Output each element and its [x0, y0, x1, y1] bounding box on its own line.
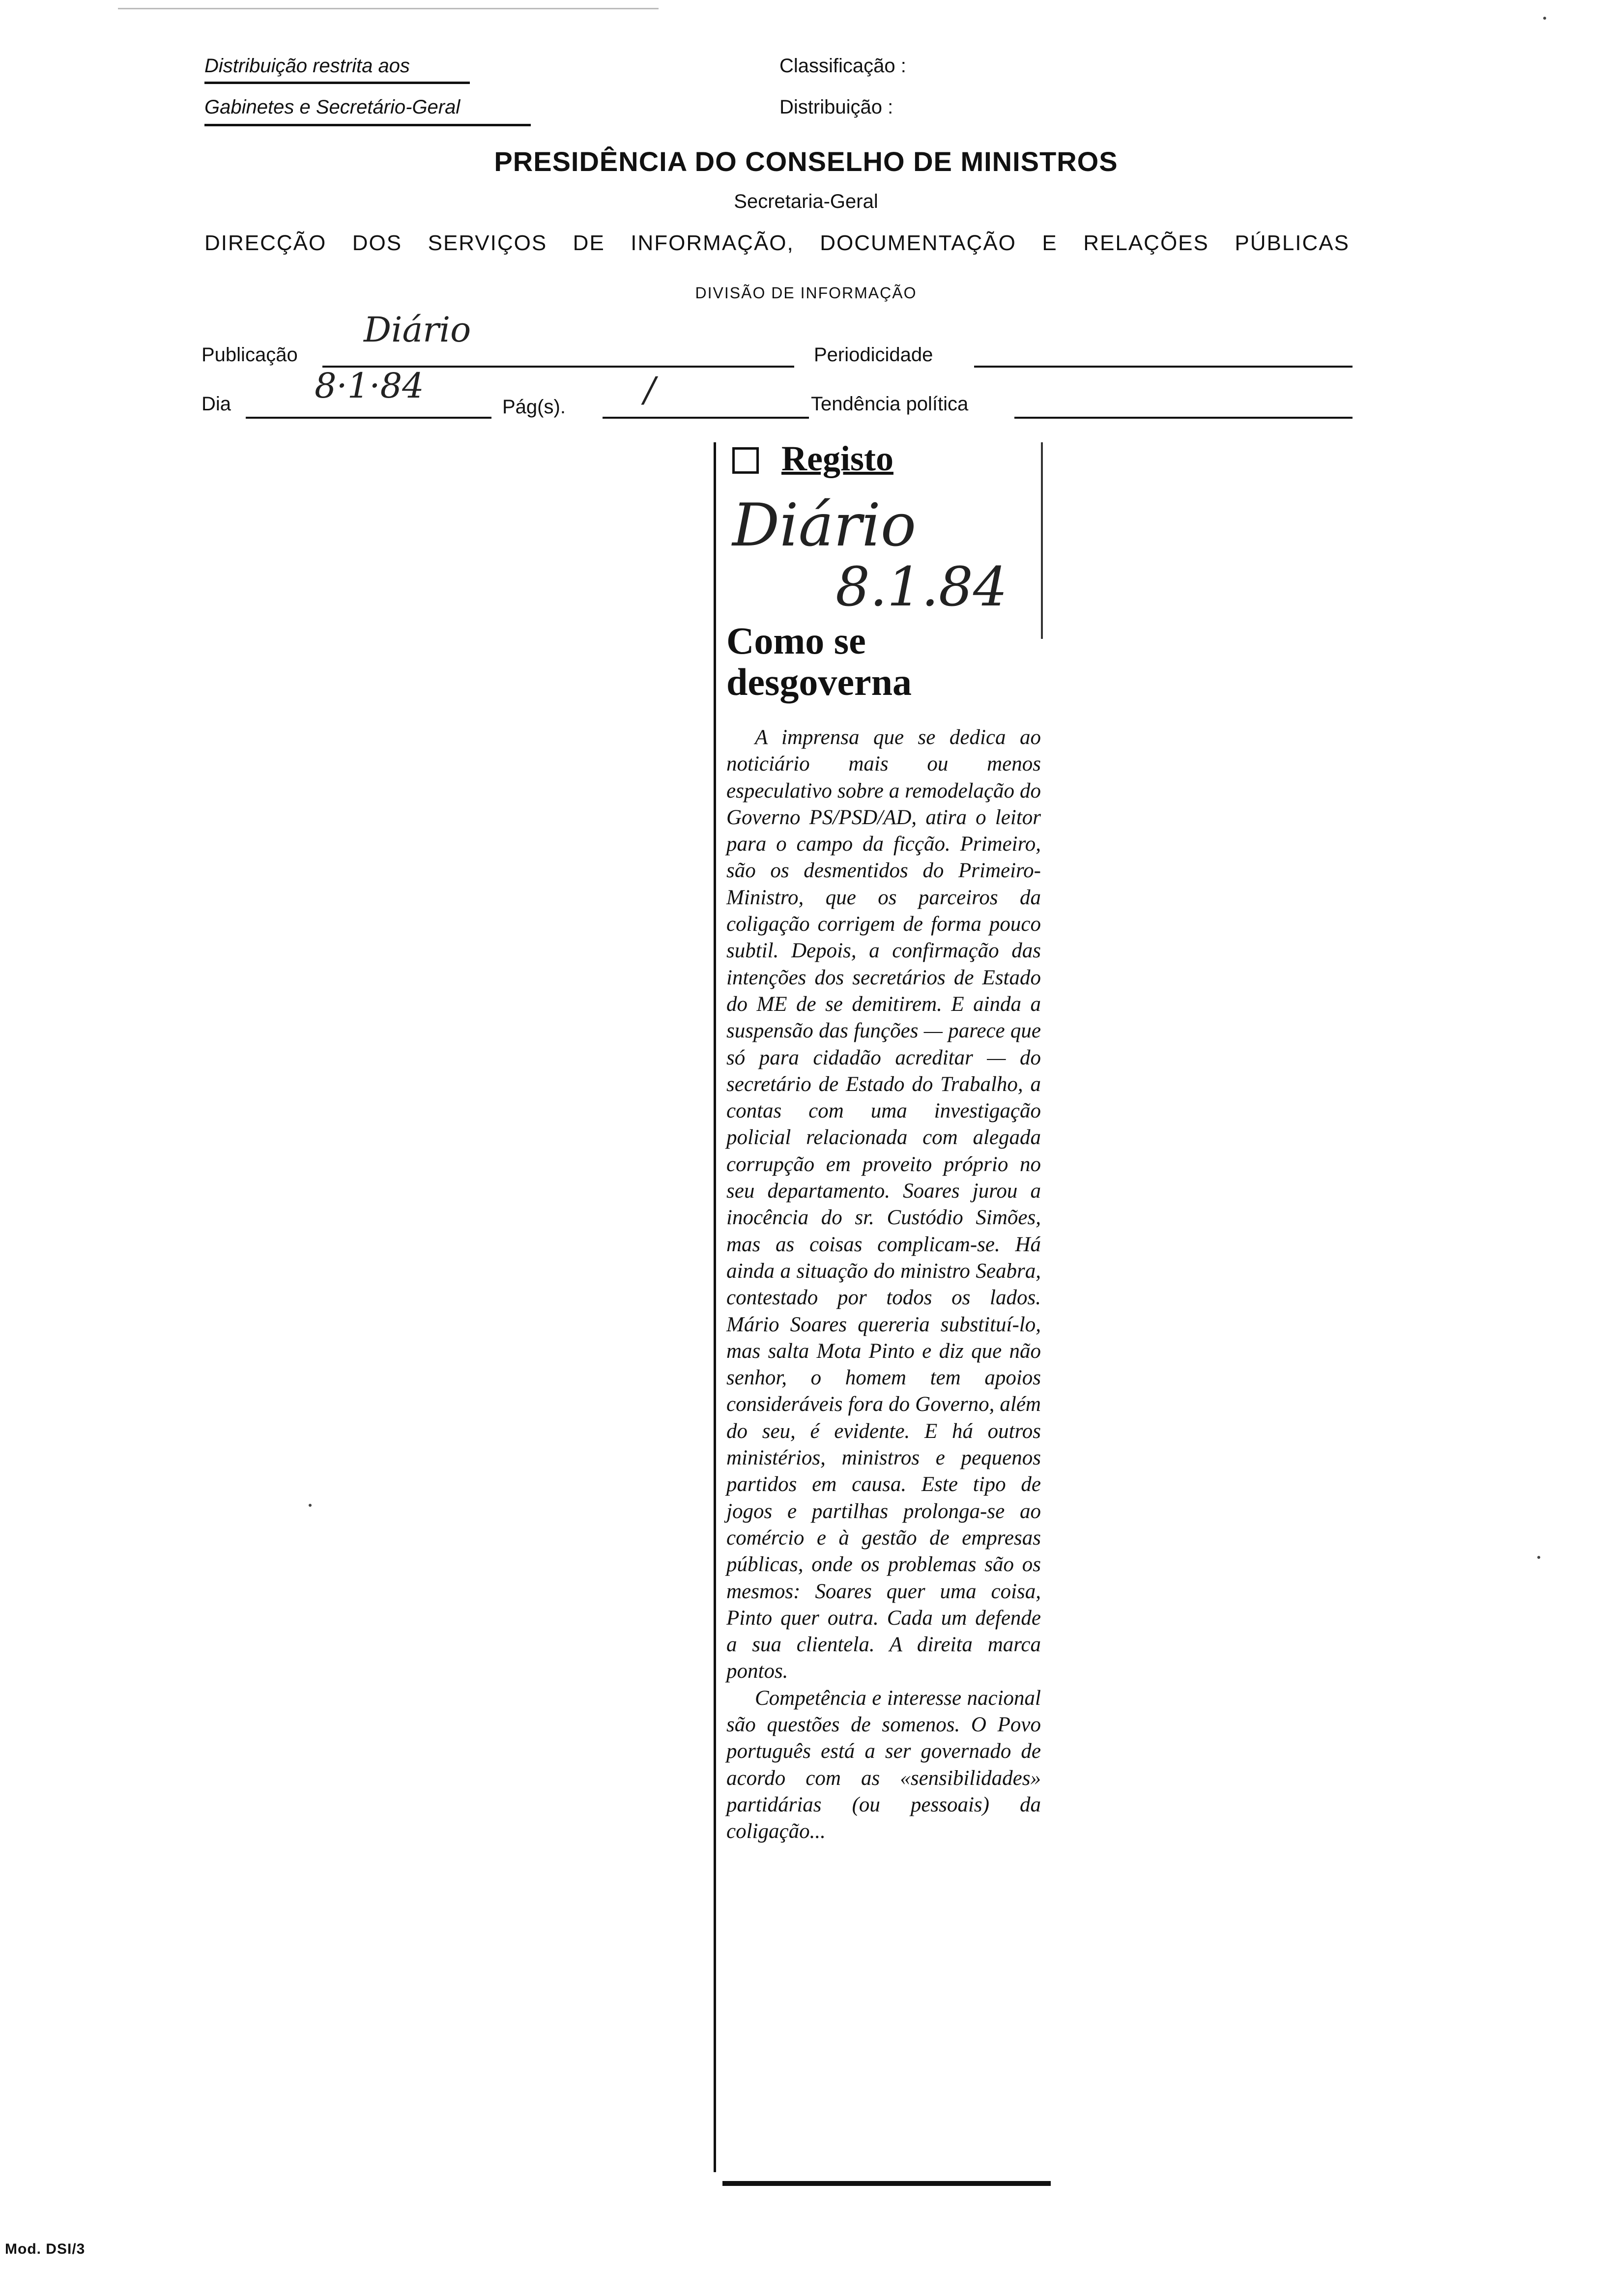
- article-body: [726, 724, 1041, 1845]
- day-handwritten-value: 8·1·84: [315, 366, 424, 406]
- political-tendency-label: Tendência política: [811, 393, 969, 415]
- restricted-underline-1: [204, 82, 470, 84]
- pages-label: Pág(s).: [502, 396, 566, 418]
- page-title: PRESIDÊNCIA DO CONSELHO DE MINISTROS: [494, 146, 1118, 177]
- pages-handwritten-value: /: [644, 370, 656, 410]
- day-label: Dia: [202, 393, 231, 415]
- publication-handwritten-value: Diário: [364, 310, 471, 350]
- division-label: DIVISÃO DE INFORMAÇÃO: [695, 284, 917, 302]
- restricted-distribution-line-2: Gabinetes e Secretário-Geral: [204, 96, 461, 118]
- day-underline: [246, 417, 491, 419]
- clipping-left-border: [714, 442, 716, 2172]
- restricted-underline-2: [204, 124, 531, 126]
- clipping-handwritten-source: Diário: [732, 491, 917, 560]
- register-checkbox-icon: [732, 447, 759, 474]
- article-paragraph-2: Competência e interesse nacional são questões de somenos. O Povo português está a ser governado de acordo com as «sensibilidades» partidárias (ou pessoais) da coligação...: [726, 1686, 1041, 1843]
- clipping-right-border: [1041, 442, 1043, 639]
- clipping-bottom-rule: [722, 2181, 1051, 2186]
- periodicity-label: Periodicidade: [814, 344, 933, 366]
- directorate-line: DIRECÇÃO DOS SERVIÇOS DE INFORMAÇÃO, DOCUMENTAÇÃO E RELAÇÕES PÚBLICAS: [204, 231, 1350, 255]
- scan-speck: [1537, 1556, 1540, 1559]
- periodicity-underline: [974, 366, 1353, 368]
- form-code: Mod. DSI/3: [5, 2241, 86, 2257]
- pages-underline: [603, 417, 809, 419]
- distribution-label: Distribuição :: [779, 96, 893, 118]
- top-rule: [118, 8, 659, 9]
- article-paragraph-1: A imprensa que se dedica ao noticiário mais ou menos especulativo sobre a remodelação do Governo PS/PSD/AD, atira o leitor para o campo da ficção. Primeiro, são os desmentidos do Primeiro-Ministro, que os parceiros da coligação corrigem de forma pouco subtil. Depois, a confirmação das intenções dos secretários de Estado do ME de se demitirem. E ainda a suspensão das funções — parece que só para cidadão acreditar — do secretário de Estado do Trabalho, a contas com uma investigação policial relacionada com alegada corrupção em proveito próprio no seu departamento. Soares jurou a inocência do sr. Custódio Simões, mas as coisas complicam-se. Há ainda a situação do ministro Seabra, contestado por todos os lados. Mário Soares quereria substituí-lo, mas salta Mota Pinto e diz que não senhor, o homem tem apoios consideráveis fora do Governo, além do seu, é evidente. E há outros ministérios, ministros e pequenos partidos em causa. Este tipo de jogos e partilhas prolonga-se ao comércio e à gestão de empresas públicas, onde os problemas são os mesmos: Soares quer uma coisa, Pinto quer outra. Cada um defende a sua clientela. A direita marca pontos.: [726, 726, 1041, 1683]
- publication-label: Publicação: [202, 344, 298, 366]
- scan-speck: [1543, 17, 1546, 20]
- classification-label: Classificação :: [779, 55, 906, 77]
- restricted-distribution-line-1: Distribuição restrita aos: [204, 55, 410, 77]
- scan-speck: [309, 1504, 312, 1507]
- political-tendency-underline: [1014, 417, 1353, 419]
- article-headline: Como se desgoverna: [726, 619, 912, 703]
- clipping-handwritten-date: 8.1.84: [835, 555, 1008, 618]
- section-heading: Registo: [781, 439, 893, 478]
- page-subtitle: Secretaria-Geral: [734, 191, 878, 212]
